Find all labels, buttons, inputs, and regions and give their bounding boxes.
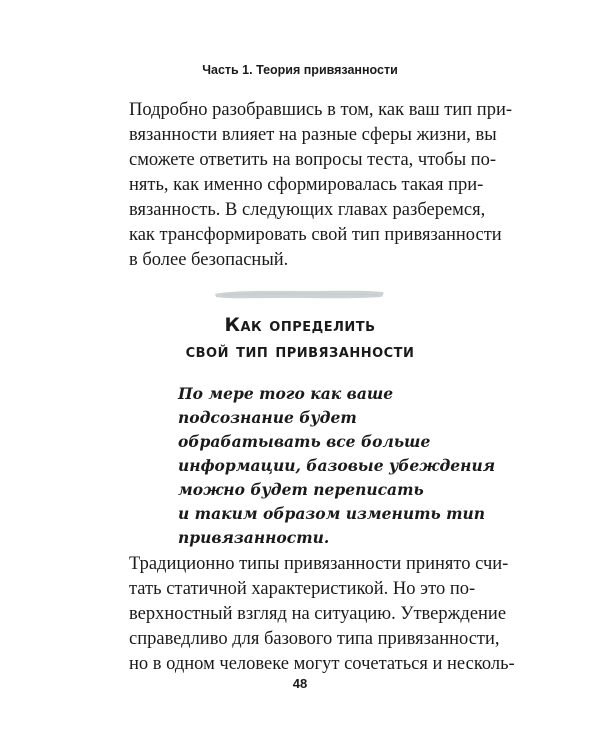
paragraph-line: в более безопасный.	[129, 250, 289, 270]
paragraph-line: сможете ответить на вопросы теста, чтобы по-	[129, 150, 497, 170]
paragraph-line: Традиционно типы привязанности принято счи-	[129, 554, 509, 574]
quote-line: По мере того как ваше	[178, 384, 394, 403]
quote-line: привязанности.	[178, 528, 330, 547]
section-heading	[0, 312, 600, 364]
pull-quote	[178, 382, 496, 550]
paragraph-line: вязанность. В следующих главах разберемся,	[129, 200, 486, 220]
heading-line: свой тип привязанности	[185, 340, 415, 362]
heading-line: Как определить	[224, 314, 376, 336]
running-head: Часть 1. Теория привязанности	[202, 63, 398, 77]
paragraph-intro	[129, 98, 512, 273]
quote-line: можно будет переписать	[178, 480, 424, 499]
quote-line: обрабатывать все больше	[178, 432, 431, 451]
paragraph-line: вязанности влияет на разные сферы жизни, вы	[129, 125, 497, 145]
paragraph-line: как трансформировать свой тип привязанности	[129, 225, 502, 245]
paragraph-line: справедливо для базового типа привязанности,	[129, 629, 500, 649]
paragraph-line: Подробно разобравшись в том, как ваш тип при-	[129, 100, 512, 120]
paragraph-line: верхностный взгляд на ситуацию. Утверждение	[129, 604, 507, 624]
quote-line: и таким образом изменить тип	[178, 504, 486, 523]
quote-line: информации, базовые убеждения	[178, 456, 496, 475]
paragraph-line: нять, как именно сформировалась такая при-	[129, 175, 484, 195]
brush-stroke-divider	[213, 288, 385, 300]
paragraph-line: тать статичной характеристикой. Но это по-	[129, 579, 476, 599]
quote-line: подсознание будет	[178, 408, 357, 427]
paragraph-line: но в одном человеке могут сочетаться и несколь-	[129, 654, 515, 674]
page-number: 48	[292, 676, 308, 691]
paragraph-body	[129, 552, 515, 677]
